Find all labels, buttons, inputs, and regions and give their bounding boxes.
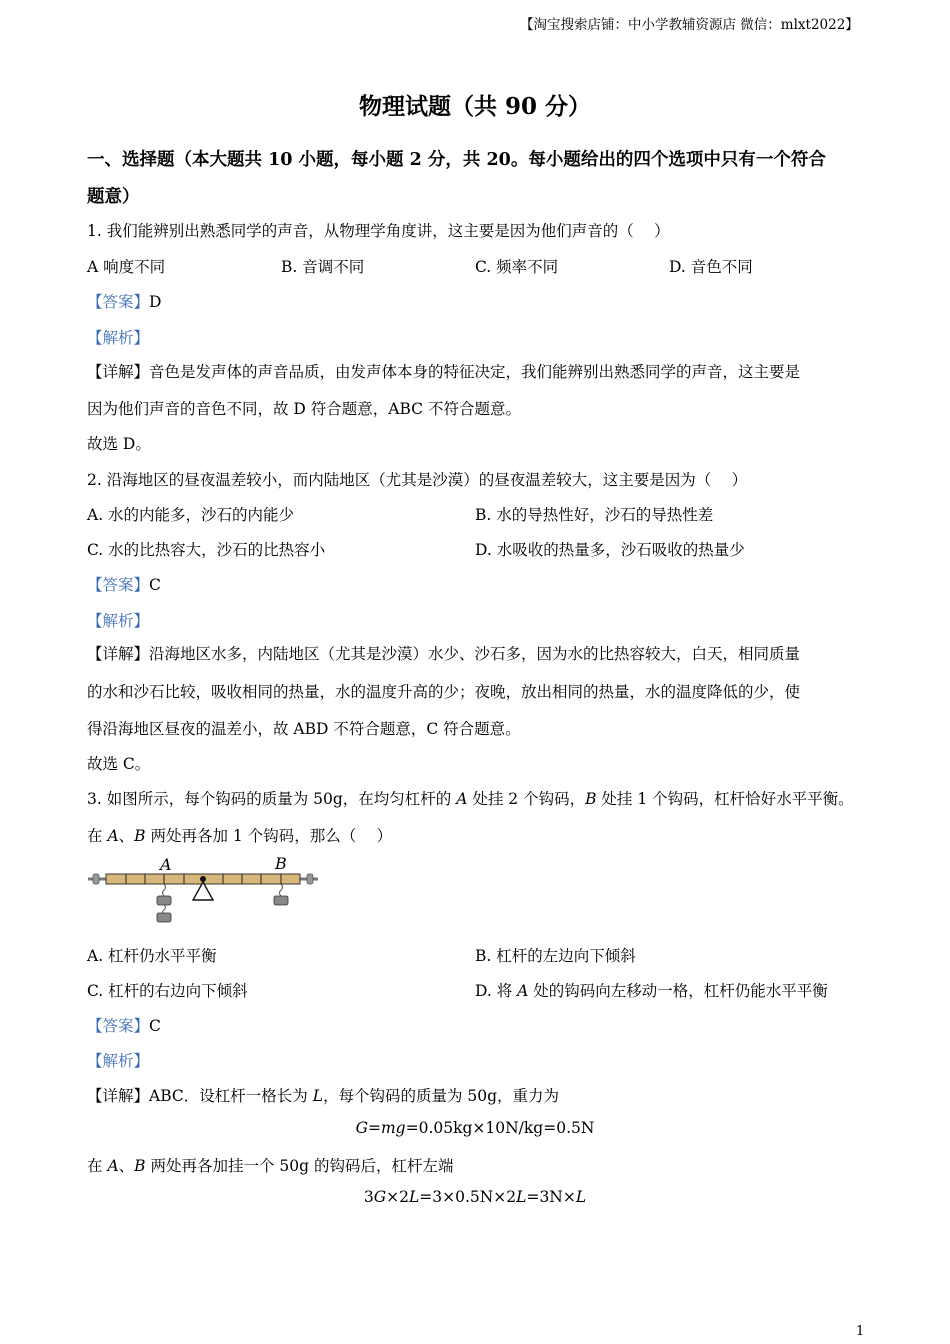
var-b: B — [134, 1157, 146, 1175]
q2-detail-line3: 得沿海地区昼夜的温差小，故 ABD 不符合题意，C 符合题意。 — [87, 720, 521, 738]
q3-after-pre: 在 — [87, 1157, 108, 1175]
q2-option-a: A. 水的内能多，沙石的内能少 — [87, 506, 295, 524]
var-b: B — [134, 827, 146, 845]
var-a: A — [517, 982, 529, 1000]
detail-tag: 【详解】 — [87, 363, 150, 381]
q3-stem-text-b: 处挂 2 个钩码， — [467, 790, 586, 808]
page-title: 物理试题（共 90 分） — [358, 93, 592, 120]
q1-answer-value: D — [149, 293, 162, 311]
q3-analysis-tag: 【解析】 — [87, 1052, 150, 1070]
q3-after-post: 两处再各加挂一个 50g 的钩码后，杠杆左端 — [145, 1157, 454, 1175]
answer-tag: 【答案】 — [87, 1017, 150, 1035]
lever-figure — [86, 852, 322, 928]
q1-option-d: D. 音色不同 — [669, 258, 753, 276]
var-g: G — [373, 1188, 387, 1206]
q1-stem: 1. 我们能辨别出熟悉同学的声音，从物理学角度讲，这主要是因为他们声音的（ ） — [87, 222, 670, 240]
lever-nut-right — [307, 874, 313, 884]
q3-option-d-pre: D. 将 — [475, 982, 518, 1000]
q2-detail-text1: 沿海地区水多，内陆地区（尤其是沙漠）水少、沙石多，因为水的比热容较大，白天，相同质量 — [149, 645, 801, 663]
formula-weight — [0, 1119, 950, 1137]
q2-option-d: D. 水吸收的热量多，沙石吸收的热量少 — [475, 541, 745, 559]
page-number: 1 — [856, 1324, 865, 1339]
q2-analysis-tag: 【解析】 — [87, 612, 150, 630]
q3-stem-text-c: 处挂 1 个钩码，杠杆恰好水平平衡。 — [596, 790, 854, 808]
q2-detail-line1 — [87, 642, 800, 664]
q1-option-a: A 响度不同 — [87, 258, 166, 276]
formula2-d: =3N× — [526, 1188, 576, 1206]
label-b: B — [275, 854, 287, 873]
fulcrum-triangle — [193, 882, 213, 900]
shop-note: 【淘宝搜索店铺：中小学教辅资源店 微信：mlxt2022】 — [520, 17, 859, 33]
answer-tag: 【答案】 — [87, 576, 150, 594]
weights-at-b — [274, 884, 288, 905]
formula2-c: =3×0.5N×2 — [419, 1188, 517, 1206]
section-heading-line2: 题意） — [87, 187, 140, 207]
answer-tag: 【答案】 — [87, 293, 150, 311]
weights-at-a — [157, 884, 171, 922]
q3-answer-value: C — [149, 1017, 161, 1035]
q2-answer — [87, 573, 161, 595]
q3-stem-line2 — [87, 824, 392, 846]
q2-detail-line2: 的水和沙石比较，吸收相同的热量，水的温度升高的少；夜晚，放出相同的热量，水的温度降低的少，使 — [87, 683, 801, 701]
q3-option-c: C. 杠杆的右边向下倾斜 — [87, 982, 248, 1000]
formula2-a: 3 — [363, 1188, 374, 1206]
q3-option-b: B. 杠杆的左边向下倾斜 — [475, 947, 636, 965]
separator: 、 — [118, 827, 135, 845]
q1-conclusion: 故选 D。 — [87, 435, 151, 453]
var-l: L — [312, 1087, 323, 1105]
formula2-b: ×2 — [386, 1188, 409, 1206]
q1-detail-text1: 音色是发声体的声音品质，由发声体本身的特征决定，我们能辨别出熟悉同学的声音，这主要是 — [149, 363, 801, 381]
q1-detail-line2: 因为他们声音的音色不同，故 D 符合题意，ABC 不符合题意。 — [87, 400, 521, 418]
q3-option-d-post: 处的钩码向左移动一格，杠杆仍能水平平衡 — [528, 982, 828, 1000]
q3-line-after — [87, 1154, 453, 1176]
q1-detail-line1 — [87, 360, 800, 382]
detail-tag: 【详解】 — [87, 1087, 150, 1105]
var-g: G — [355, 1119, 368, 1137]
q1-analysis-tag: 【解析】 — [87, 329, 150, 347]
q3-stem-text-a: 3. 如图所示，每个钩码的质量为 50g，在均匀杠杆的 — [87, 790, 457, 808]
q3-detail-pre: ABC．设杠杆一格长为 — [149, 1087, 313, 1105]
q1-option-b: B. 音调不同 — [281, 258, 365, 276]
lever-nut-left — [93, 874, 99, 884]
q3-option-a: A. 杠杆仍水平平衡 — [87, 947, 217, 965]
q1-option-c: C. 频率不同 — [475, 258, 559, 276]
formula1-rest: =0.05kg×10N/kg=0.5N — [405, 1119, 595, 1137]
q2-option-b: B. 水的导热性好，沙石的导热性差 — [475, 506, 714, 524]
var-l: L — [575, 1188, 587, 1206]
var-a: A — [107, 827, 119, 845]
q3-stem2-text-a: 在 — [87, 827, 108, 845]
var-l: L — [516, 1188, 527, 1206]
var-a: A — [107, 1157, 119, 1175]
var-b: B — [585, 790, 597, 808]
q3-detail-post: ，每个钩码的质量为 50g，重力为 — [322, 1087, 560, 1105]
q3-stem2-text-b: 两处再各加 1 个钩码，那么（ ） — [145, 827, 393, 845]
var-mg: mg — [380, 1119, 406, 1137]
separator: 、 — [118, 1157, 135, 1175]
q3-detail-line1 — [87, 1084, 559, 1106]
var-l: L — [408, 1188, 420, 1206]
q1-answer — [87, 290, 161, 312]
q3-stem-line1 — [87, 787, 854, 809]
formula-left-torque — [0, 1188, 950, 1206]
equals: = — [367, 1119, 381, 1137]
label-a: A — [160, 855, 172, 874]
q3-option-d — [475, 979, 828, 1001]
q2-answer-value: C — [149, 576, 161, 594]
q2-conclusion: 故选 C。 — [87, 755, 151, 773]
var-a: A — [456, 790, 468, 808]
section-heading-line1: 一、选择题（本大题共 10 小题，每小题 2 分，共 20。每小题给出的四个选项中只有一个符合 — [87, 150, 826, 170]
q3-answer — [87, 1014, 161, 1036]
q2-stem: 2. 沿海地区的昼夜温差较小，而内陆地区（尤其是沙漠）的昼夜温差较大，这主要是因为（ ） — [87, 471, 748, 489]
detail-tag: 【详解】 — [87, 645, 150, 663]
q2-option-c: C. 水的比热容大，沙石的比热容小 — [87, 541, 326, 559]
